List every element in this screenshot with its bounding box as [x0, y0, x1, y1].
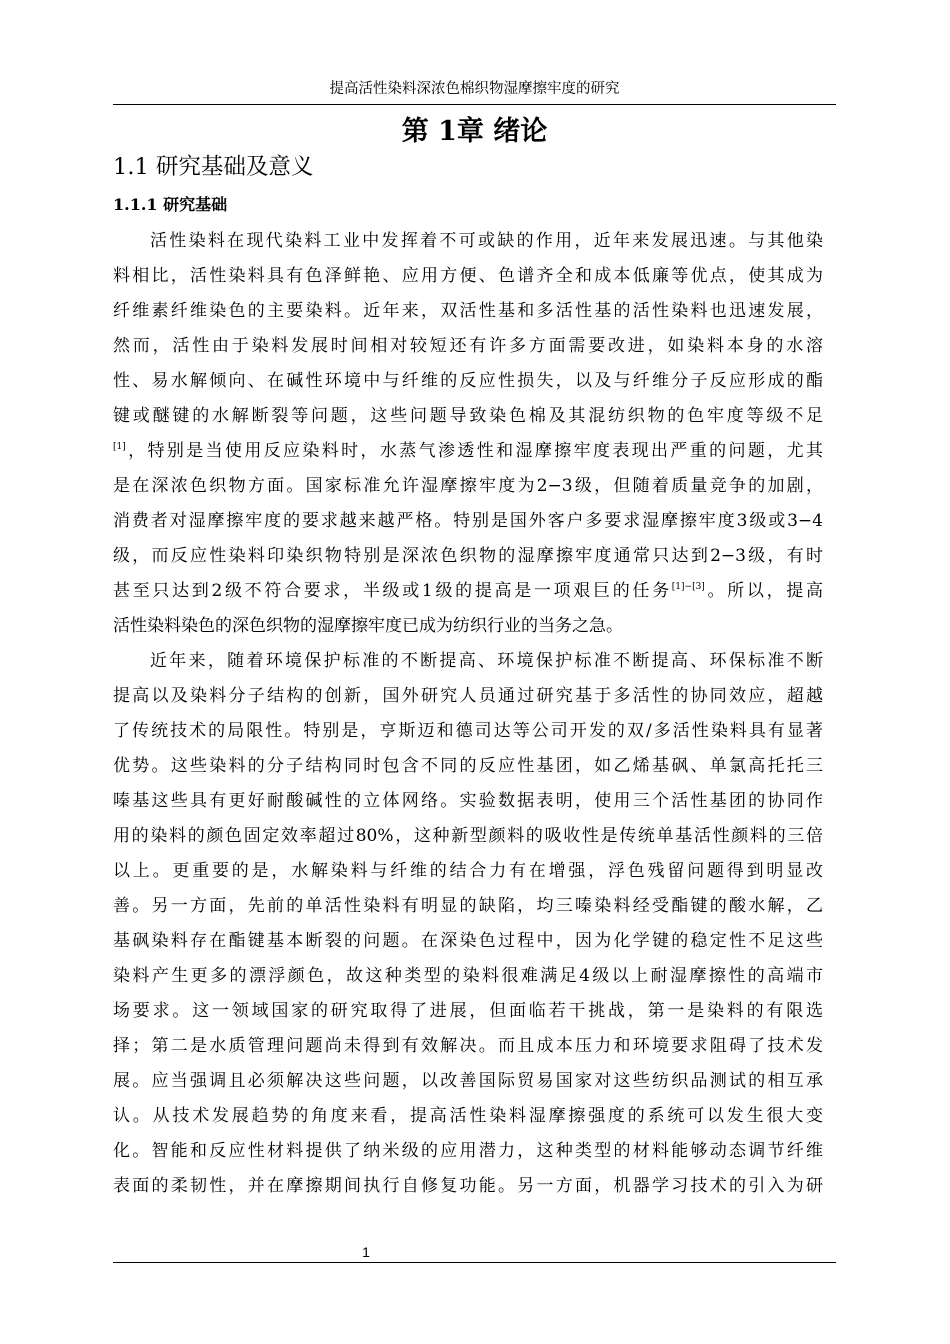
page-number: 1 — [362, 1244, 370, 1260]
text-line — [113, 579, 823, 603]
header-rule — [113, 104, 836, 105]
text-line — [113, 439, 823, 463]
text-line: 化。智能和反应性材料提供了纳米级的应用潜力，这种类型的材料能够动态调节纤维 — [113, 1141, 823, 1161]
text-line: 近年来，随着环境保护标准的不断提高、环境保护标准不断提高、环保标准不断 — [150, 651, 823, 671]
text-line: 键或醚键的水解断裂等问题，这些问题导致染色棉及其混纺织物的色牢度等级不足 — [113, 406, 823, 426]
text-line: 表面的柔韧性，并在摩擦期间执行自修复功能。另一方面，机器学习技术的引入为研 — [113, 1176, 823, 1196]
text-line: 择；第二是水质管理问题尚未得到有效解决。而且成本压力和环境要求阻碍了技术发 — [113, 1036, 823, 1056]
text-line: 用的染料的颜色固定效率超过80%，这种新型颜料的吸收性是传统单基活性颜料的三倍 — [113, 826, 823, 846]
text-line: 染料产生更多的漂浮颜色，故这种类型的染料很难满足4级以上耐湿摩擦性的高端市 — [113, 966, 823, 986]
text-line: 是在深浓色织物方面。国家标准允许湿摩擦牢度为2−3级，但随着质量竞争的加剧， — [113, 476, 823, 496]
footer-rule — [113, 1262, 836, 1263]
citation: [1] — [113, 442, 126, 452]
text-line: 活性染料在现代染料工业中发挥着不可或缺的作用，近年来发展迅速。与其他染 — [150, 231, 823, 251]
text-line: 优势。这些染料的分子结构同时包含不同的反应性基团，如乙烯基砜、单氯高托托三 — [113, 756, 823, 776]
text-line: 料相比，活性染料具有色泽鲜艳、应用方便、色谱齐全和成本低廉等优点，使其成为 — [113, 266, 823, 286]
text-line: 消费者对湿摩擦牢度的要求越来越严格。特别是国外客户多要求湿摩擦牢度3级或3−4 — [113, 511, 823, 531]
text-line: 场要求。这一领域国家的研究取得了进展，但面临若干挑战，第一是染料的有限选 — [113, 1001, 823, 1021]
text-line: 了传统技术的局限性。特别是，亨斯迈和德司达等公司开发的双/多活性染料具有显著 — [113, 721, 823, 741]
text-segment: 。所以，提高 — [704, 581, 823, 601]
text-segment: 甚至只达到2级不符合要求，半级或1级的提高是一项艰巨的任务 — [113, 581, 672, 601]
running-header: 提高活性染料深浓色棉织物湿摩擦牢度的研究 — [329, 81, 620, 97]
text-line: 纤维素纤维染色的主要染料。近年来，双活性基和多活性基的活性染料也迅速发展， — [113, 301, 823, 321]
text-line: 活性染料染色的深色织物的湿摩擦牢度已成为纺织行业的当务之急。 — [113, 616, 623, 636]
citation: [1]−[3] — [671, 582, 705, 592]
text-line: 级，而反应性染料印染织物特别是深浓色织物的湿摩擦牢度通常只达到2−3级，有时 — [113, 546, 823, 566]
section-title: 1.1 研究基础及意义 — [113, 154, 314, 180]
text-line: 认。从技术发展趋势的角度来看，提高活性染料湿摩擦强度的系统可以发生很大变 — [113, 1106, 823, 1126]
chapter-title: 第 1章 绪论 — [401, 116, 548, 147]
text-line: 以上。更重要的是，水解染料与纤维的结合力有在增强，浮色残留问题得到明显改 — [113, 861, 823, 881]
text-line: 性、易水解倾向、在碱性环境中与纤维的反应性损失，以及与纤维分子反应形成的酯 — [113, 371, 823, 391]
text-line: 提高以及染料分子结构的创新，国外研究人员通过研究基于多活性的协同效应，超越 — [113, 686, 823, 706]
text-line: 然而，活性由于染料发展时间相对较短还有许多方面需要改进，如染料本身的水溶 — [113, 336, 823, 356]
text-line: 嗪基这些具有更好耐酸碱性的立体网络。实验数据表明，使用三个活性基团的协同作 — [113, 791, 823, 811]
text-line: 展。应当强调且必须解决这些问题，以改善国际贸易国家对这些纺织品测试的相互承 — [113, 1071, 823, 1091]
text-segment: ，特别是当使用反应染料时，水蒸气渗透性和湿摩擦牢度表现出严重的问题，尤其 — [125, 441, 823, 461]
subsection-title: 1.1.1 研究基础 — [113, 195, 228, 214]
text-line: 善。另一方面，先前的单活性染料有明显的缺陷，均三嗪染料经受酯键的酸水解，乙 — [113, 896, 823, 916]
text-line: 基砜染料存在酯键基本断裂的问题。在深染色过程中，因为化学键的稳定性不足这些 — [113, 931, 823, 951]
